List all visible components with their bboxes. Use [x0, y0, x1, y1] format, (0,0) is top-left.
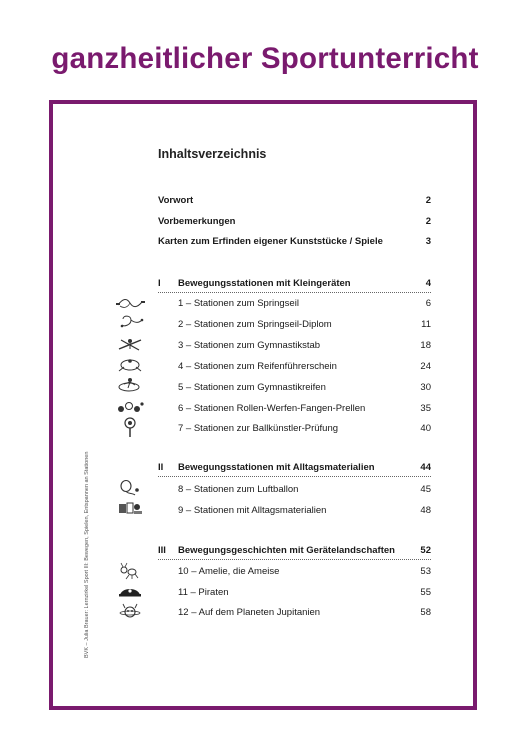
toc-entry-label: 1 – Stationen zum Springseil — [178, 298, 299, 309]
section-label: Bewegungsgeschichten mit Gerätelandschaften — [178, 545, 395, 556]
toc-entry-7[interactable] — [0, 423, 530, 437]
toc-entry-label: 3 – Stationen zum Gymnastikstab — [178, 340, 321, 351]
section-page: 52 — [420, 545, 431, 556]
toc-entry-page: 58 — [420, 607, 431, 618]
toc-entry-label: 5 – Stationen zum Gymnastikreifen — [178, 382, 326, 393]
section-divider — [158, 476, 431, 477]
toc-section-3[interactable] — [0, 545, 530, 559]
toc-entry-10[interactable] — [0, 566, 530, 580]
toc-entry-label: 8 – Stationen zum Luftballon — [178, 484, 299, 495]
toc-entry-4[interactable] — [0, 361, 530, 375]
toc-entry-karten[interactable] — [0, 236, 530, 250]
toc-entry-page: 53 — [420, 566, 431, 577]
toc-entry-8[interactable] — [0, 484, 530, 498]
section-number: I — [158, 278, 161, 289]
toc-entry-page: 45 — [420, 484, 431, 495]
toc-section-2[interactable] — [0, 462, 530, 476]
section-page: 44 — [420, 462, 431, 473]
toc-entry-vorwort[interactable] — [0, 195, 530, 209]
section-divider — [158, 559, 431, 560]
toc-entry-page: 3 — [425, 236, 431, 247]
toc-entry-label: 4 – Stationen zum Reifenführerschein — [178, 361, 337, 372]
toc-entry-1[interactable] — [0, 298, 530, 312]
toc-entry-label: Vorwort — [158, 195, 194, 206]
toc-entry-label: Vorbemerkungen — [158, 216, 236, 227]
page-title: ganzheitlicher Sportunterricht — [51, 42, 479, 75]
toc-entry-page: 2 — [425, 195, 431, 206]
toc-entry-9[interactable] — [0, 505, 530, 519]
toc-entry-page: 24 — [420, 361, 431, 372]
toc-entry-page: 11 — [421, 319, 431, 330]
toc-entry-vorbemerkungen[interactable] — [0, 216, 530, 230]
toc-entry-label: 6 – Stationen Rollen-Werfen-Fangen-Prellen — [178, 403, 366, 414]
toc-heading: Inhaltsverzeichnis — [158, 147, 267, 161]
toc-entry-label: 11 – Piraten — [178, 587, 229, 598]
toc-section-1[interactable] — [0, 278, 530, 292]
copyright-text: BVK – Julia Brauer: Lernzirkel Sport III: Bewegen, Spielen, Entspannen an Stationen — [84, 451, 90, 658]
toc-entry-6[interactable] — [0, 403, 530, 417]
toc-entry-label: 10 – Amelie, die Ameise — [178, 566, 280, 577]
toc-entry-page: 40 — [420, 423, 431, 434]
toc-entry-12[interactable] — [0, 607, 530, 621]
toc-entry-page: 48 — [420, 505, 431, 516]
toc-entry-label: 12 – Auf dem Planeten Jupitanien — [178, 607, 321, 618]
toc-entry-page: 35 — [420, 403, 431, 414]
toc-entry-2[interactable] — [0, 319, 530, 333]
section-number: III — [158, 545, 166, 556]
toc-entry-label: Karten zum Erfinden eigener Kunststücke / Spiele — [158, 236, 383, 247]
toc-entry-page: 30 — [420, 382, 431, 393]
toc-entry-page: 6 — [425, 298, 431, 309]
toc-entry-5[interactable] — [0, 382, 530, 396]
toc-entry-3[interactable] — [0, 340, 530, 354]
toc-entry-page: 55 — [420, 587, 431, 598]
toc-entry-label: 2 – Stationen zum Springseil-Diplom — [178, 319, 332, 330]
section-label: Bewegungsstationen mit Alltagsmaterialien — [178, 462, 375, 473]
toc-entry-page: 18 — [420, 340, 431, 351]
toc-entry-label: 7 – Stationen zur Ballkünstler-Prüfung — [178, 423, 339, 434]
toc-entry-page: 2 — [425, 216, 431, 227]
section-number: II — [158, 462, 164, 473]
section-page: 4 — [425, 278, 431, 289]
toc-entry-label: 9 – Stationen mit Alltagsmaterialien — [178, 505, 327, 516]
section-divider — [158, 292, 431, 293]
toc-entry-11[interactable] — [0, 587, 530, 601]
section-label: Bewegungsstationen mit Kleingeräten — [178, 278, 351, 289]
